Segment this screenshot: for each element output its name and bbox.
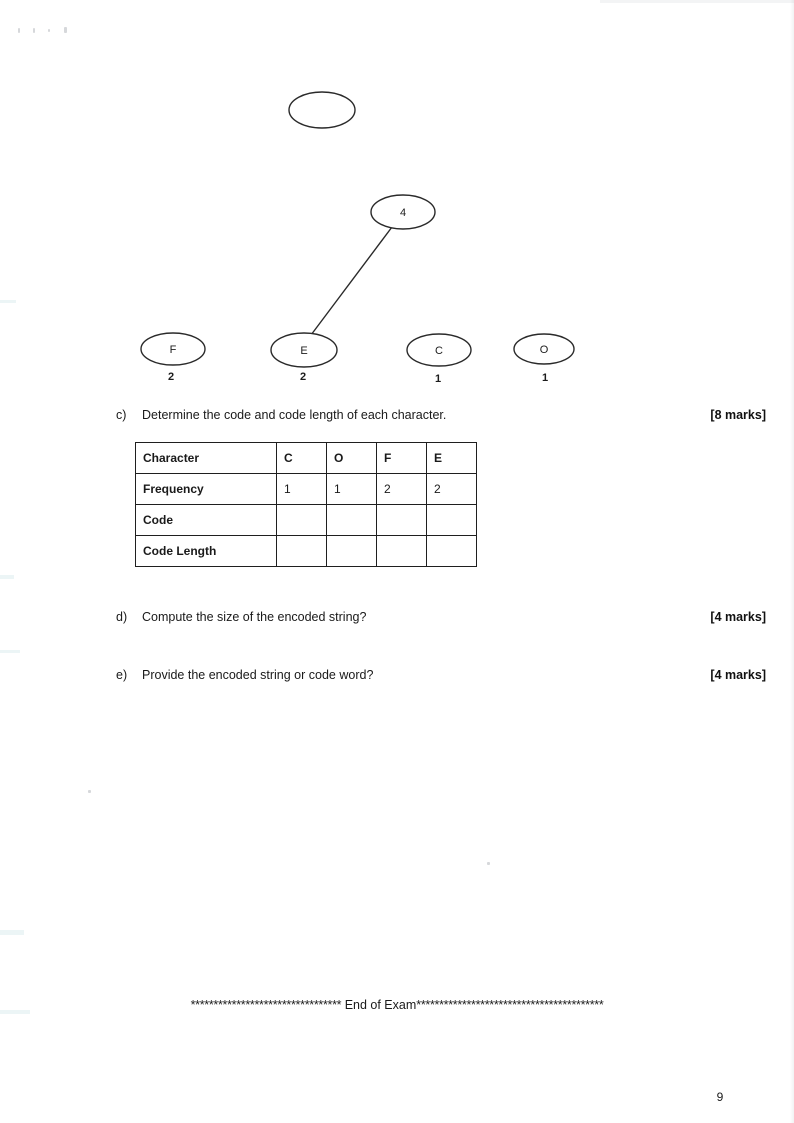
table-cell-code-F[interactable]: [377, 505, 427, 536]
table-cell-code-length-O[interactable]: [327, 536, 377, 567]
question-c-marks: [8 marks]: [710, 408, 766, 422]
table-cell-frequency-F: 2: [377, 474, 427, 505]
tree-node-label-E: E: [300, 344, 308, 357]
question-d-marks: [4 marks]: [710, 610, 766, 624]
page-number: 9: [716, 1090, 724, 1104]
tree-node-root-empty: [289, 92, 355, 128]
scan-artifact: [0, 650, 20, 653]
table-cell-code-C[interactable]: [277, 505, 327, 536]
footer-end-of-exam-text: End of Exam: [341, 998, 417, 1012]
scan-artifact: [0, 930, 24, 935]
scan-artifact: [0, 575, 14, 579]
table-row: [136, 536, 477, 567]
question-e-text: Provide the encoded string or code word?: [142, 668, 374, 682]
table-cell-code-length-C[interactable]: [277, 536, 327, 567]
tree-node-label-O: O: [539, 343, 549, 356]
table-cell-character-E: E: [427, 443, 477, 474]
table-cell-frequency-C: 1: [277, 474, 327, 505]
tree-node-label-4: 4: [399, 206, 407, 219]
scan-artifact: [487, 862, 490, 865]
question-c-text: Determine the code and code length of each character.: [142, 408, 447, 422]
tree-node-weight-F: 2: [167, 371, 175, 383]
table-cell-code-length-F[interactable]: [377, 536, 427, 567]
table-cell-character-O: O: [327, 443, 377, 474]
code-table-container: [135, 442, 477, 567]
code-table: [135, 442, 477, 567]
table-row: [136, 443, 477, 474]
table-rowheader-code-length: Code Length: [136, 536, 277, 567]
tree-edge-4-to-E: [311, 227, 392, 335]
footer-stars-right: *****************************************: [416, 998, 604, 1012]
table-cell-character-F: F: [377, 443, 427, 474]
question-c-marker: c): [116, 408, 127, 422]
table-cell-code-length-E[interactable]: [427, 536, 477, 567]
footer-stars-left: *********************************: [190, 998, 342, 1012]
question-d: [116, 610, 766, 624]
tree-node-weight-C: 1: [434, 373, 442, 385]
table-cell-frequency-E: 2: [427, 474, 477, 505]
tree-node-weight-E: 2: [299, 371, 307, 383]
table-cell-frequency-O: 1: [327, 474, 377, 505]
question-e-marks: [4 marks]: [710, 668, 766, 682]
table-rowheader-code: Code: [136, 505, 277, 536]
table-row: [136, 505, 477, 536]
tree-node-label-F: F: [169, 343, 177, 356]
question-e-marker: e): [116, 668, 128, 682]
scan-artifact: [88, 790, 91, 793]
tree-node-weight-O: 1: [541, 372, 549, 384]
table-rowheader-frequency: Frequency: [136, 474, 277, 505]
question-d-marker: d): [116, 610, 128, 624]
end-of-exam-footer: [0, 998, 794, 1012]
table-cell-code-O[interactable]: [327, 505, 377, 536]
table-cell-code-E[interactable]: [427, 505, 477, 536]
tree-node-label-C: C: [435, 344, 443, 357]
question-d-text: Compute the size of the encoded string?: [142, 610, 367, 624]
huffman-tree-diagram: [0, 0, 794, 400]
question-e: [116, 668, 766, 682]
table-rowheader-character: Character: [136, 443, 277, 474]
table-cell-character-C: C: [277, 443, 327, 474]
table-row: [136, 474, 477, 505]
question-c: [116, 408, 766, 422]
